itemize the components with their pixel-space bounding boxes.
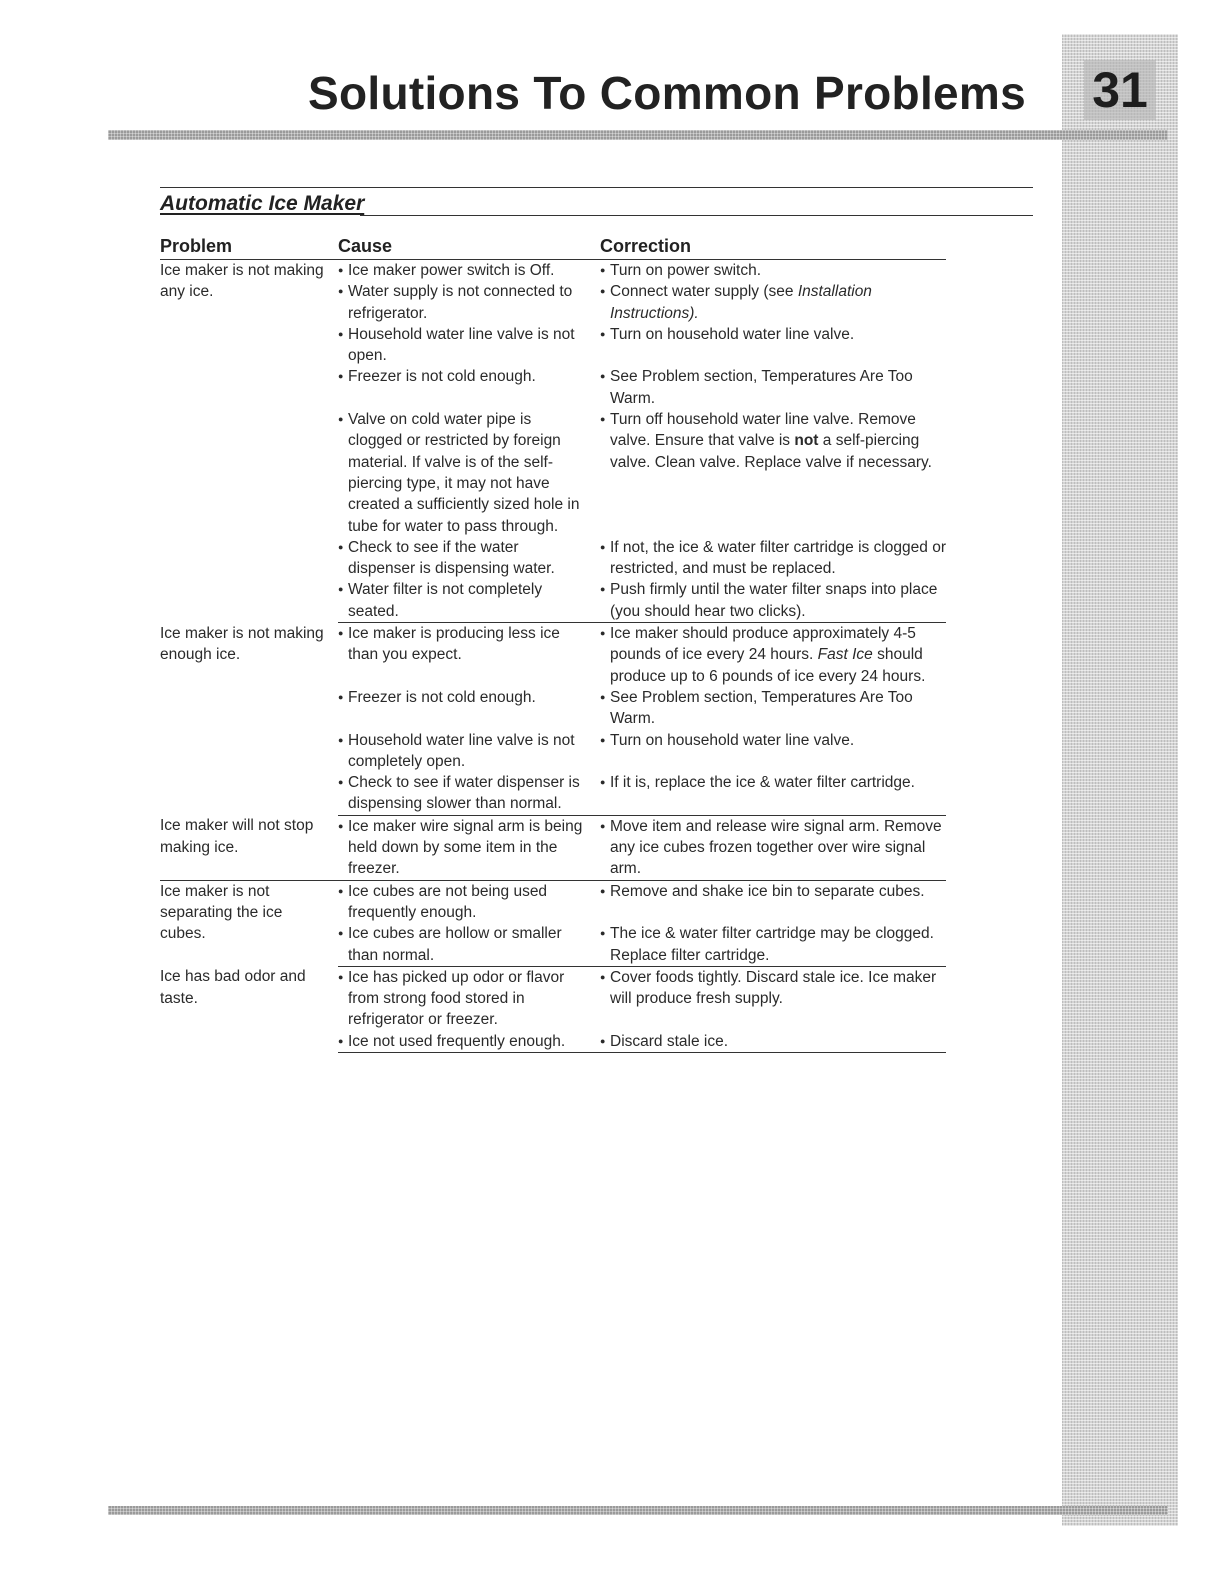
table-row (160, 880, 946, 923)
correction-fragment: If it is, replace the ice & water filter cartridge. (610, 774, 915, 792)
problem-cell: Ice maker is not separating the ice cubes. (160, 882, 283, 943)
table-row (160, 815, 946, 880)
table-body (160, 260, 946, 1053)
correction-text (610, 623, 946, 687)
correction-cell (600, 366, 946, 409)
cause-text: Check to see if the water dispenser is dispensing water. (348, 538, 555, 578)
correction-cell (600, 409, 946, 537)
cause-cell (338, 537, 600, 580)
bullet-icon: ● (600, 628, 606, 639)
problem-cell: Ice maker is not making any ice. (160, 262, 324, 301)
bullet-icon: ● (338, 286, 344, 297)
bullet-icon: ● (338, 628, 344, 639)
cause-text: Ice cubes are hollow or smaller than normal. (348, 925, 562, 964)
footer-divider (108, 1506, 1168, 1515)
bullet-icon: ● (338, 328, 344, 339)
correction-cell (600, 730, 946, 773)
correction-text (610, 260, 946, 281)
cause-text: Ice maker power switch is Off. (348, 262, 555, 279)
bullet-icon: ● (338, 584, 344, 595)
cause-cell (338, 281, 600, 324)
bullet-icon: ● (338, 541, 344, 552)
correction-cell (600, 687, 946, 730)
correction-cell (600, 880, 946, 923)
page-number-box (1062, 50, 1178, 130)
cause-cell (338, 815, 600, 880)
correction-fragment: The ice & water filter cartridge may be clogged. Replace filter cartridge. (610, 925, 934, 964)
cause-text: Ice maker is producing less ice than you expect. (348, 625, 560, 664)
problem-cell: Ice has bad odor and taste. (160, 968, 306, 1007)
correction-cell (600, 772, 946, 815)
correction-text (610, 324, 946, 345)
correction-cell (600, 537, 946, 580)
correction-fragment: should produce up to 6 pounds of ice every 24 hours. (610, 646, 926, 685)
cause-cell (338, 923, 600, 966)
cause-text: Check to see if water dispenser is dispensing slower than normal. (348, 774, 580, 813)
page-number: 31 (1084, 60, 1156, 120)
correction-fragment: Installation Instructions). (610, 283, 872, 322)
bullet-icon: ● (338, 734, 344, 745)
correction-fragment: Turn off household water line valve. Remove valve. Ensure that valve is (610, 411, 916, 450)
cause-text: Ice not used frequently enough. (348, 1032, 566, 1050)
correction-fragment: Discard stale ice. (610, 1032, 729, 1050)
cause-cell (338, 772, 600, 815)
header-divider (108, 130, 1168, 140)
bullet-icon: ● (338, 1035, 344, 1046)
bullet-icon: ● (338, 265, 344, 275)
bullet-icon: ● (338, 691, 344, 702)
cause-text: Freezer is not cold enough. (348, 368, 536, 386)
bullet-icon: ● (600, 777, 606, 788)
correction-text (610, 409, 946, 473)
section-title-rule (360, 215, 1033, 216)
problem-cell: Ice maker is not making enough ice. (160, 624, 324, 663)
bullet-icon: ● (600, 971, 606, 982)
section-title: Automatic Ice Maker (160, 192, 365, 215)
bullet-icon: ● (338, 820, 344, 831)
bullet-icon: ● (338, 371, 344, 382)
troubleshooting-table (160, 234, 946, 1053)
bullet-icon: ● (600, 541, 606, 552)
correction-cell (600, 324, 946, 367)
correction-cell (600, 966, 946, 1030)
bullet-icon: ● (600, 1035, 606, 1046)
bullet-icon: ● (338, 777, 344, 788)
correction-fragment: Turn on household water line valve. (610, 325, 855, 343)
correction-text (610, 281, 946, 324)
correction-fragment: Move item and release wire signal arm. Remove any ice cubes frozen together over wire signal arm. (610, 817, 942, 878)
page-title: Solutions To Common Problems (308, 67, 1027, 119)
cause-cell (338, 1031, 600, 1053)
table-header-row (160, 234, 946, 260)
cause-text: Freezer is not cold enough. (348, 688, 536, 706)
header-correction: Correction (600, 234, 946, 260)
bullet-icon: ● (600, 885, 606, 896)
cause-text: Water supply is not connected to refrigerator. (348, 283, 573, 322)
correction-cell (600, 815, 946, 880)
correction-fragment: not (794, 432, 819, 450)
correction-text (610, 816, 946, 880)
cause-cell (338, 579, 600, 622)
correction-fragment: Turn on household water line valve. (610, 731, 855, 749)
section-top-rule (160, 187, 1033, 188)
cause-text: Ice has picked up odor or flavor from strong food stored in refrigerator or freezer. (348, 968, 565, 1029)
correction-text (610, 923, 946, 966)
correction-cell (600, 281, 946, 324)
cause-cell (338, 880, 600, 923)
problem-cell: Ice maker will not stop making ice. (160, 815, 338, 880)
cause-text: Ice maker wire signal arm is being held down by some item in the freezer. (348, 817, 583, 878)
cause-text: Valve on cold water pipe is clogged or restricted by foreign material. If valve is of the self-piercing type, it may not have created a sufficiently sized hole in tube for water to pass through. (348, 411, 580, 535)
cause-cell (338, 409, 600, 537)
cause-cell (338, 730, 600, 773)
bullet-icon: ● (600, 371, 606, 382)
correction-cell (600, 623, 946, 687)
correction-text (610, 772, 946, 793)
bullet-icon: ● (338, 928, 344, 939)
correction-cell (600, 579, 946, 622)
correction-fragment: Turn on power switch. (610, 262, 762, 279)
correction-cell (600, 260, 946, 282)
table-row (160, 966, 946, 1030)
correction-text (610, 730, 946, 751)
bullet-icon: ● (600, 928, 606, 939)
cause-text: Ice cubes are not being used frequently enough. (348, 882, 548, 921)
correction-text (610, 537, 946, 580)
table-row (160, 260, 946, 282)
correction-cell (600, 923, 946, 966)
bullet-icon: ● (600, 414, 606, 425)
correction-cell (600, 1031, 946, 1053)
correction-text (610, 881, 946, 902)
cause-cell (338, 687, 600, 730)
correction-text (610, 967, 946, 1010)
correction-fragment: See Problem section, Temperatures Are Too Warm. (610, 368, 913, 407)
correction-fragment: Ice maker should produce approximately 4-5 pounds of ice every 24 hours. (610, 625, 916, 664)
correction-text (610, 579, 946, 622)
bullet-icon: ● (600, 328, 606, 339)
cause-text: Household water line valve is not open. (348, 325, 575, 365)
header-cause: Cause (338, 234, 600, 260)
side-tab-panel (1062, 34, 1178, 1526)
bullet-icon: ● (600, 286, 606, 297)
correction-fragment: Remove and shake ice bin to separate cubes. (610, 882, 925, 900)
cause-cell (338, 966, 600, 1030)
bullet-icon: ● (338, 414, 344, 425)
correction-text (610, 366, 946, 409)
cause-text: Household water line valve is not completely open. (348, 731, 575, 770)
correction-fragment: If not, the ice & water filter cartridge is clogged or restricted, and must be replaced. (610, 538, 946, 578)
bullet-icon: ● (338, 971, 344, 982)
table-row (160, 623, 946, 687)
bullet-icon: ● (600, 734, 606, 745)
bullet-icon: ● (600, 820, 606, 831)
bullet-icon: ● (338, 885, 344, 896)
correction-fragment: Cover foods tightly. Discard stale ice. Ice maker will produce fresh supply. (610, 968, 937, 1008)
bullet-icon: ● (600, 584, 606, 595)
cause-cell (338, 366, 600, 409)
correction-fragment: Push firmly until the water filter snaps into place (you should hear two clicks). (610, 581, 938, 620)
cause-text: Water filter is not completely seated. (348, 581, 543, 620)
correction-fragment: Connect water supply (see (610, 283, 798, 301)
cause-cell (338, 324, 600, 367)
cause-cell (338, 260, 600, 282)
correction-fragment: See Problem section, Temperatures Are Too Warm. (610, 688, 913, 728)
correction-text (610, 687, 946, 730)
bullet-icon: ● (600, 691, 606, 702)
cause-cell (338, 623, 600, 687)
correction-fragment: a self-piercing valve. Clean valve. Replace valve if necessary. (610, 432, 932, 471)
correction-text (610, 1031, 946, 1052)
correction-fragment: Fast Ice (817, 646, 873, 664)
header-problem: Problem (160, 234, 338, 260)
bullet-icon: ● (600, 265, 606, 275)
